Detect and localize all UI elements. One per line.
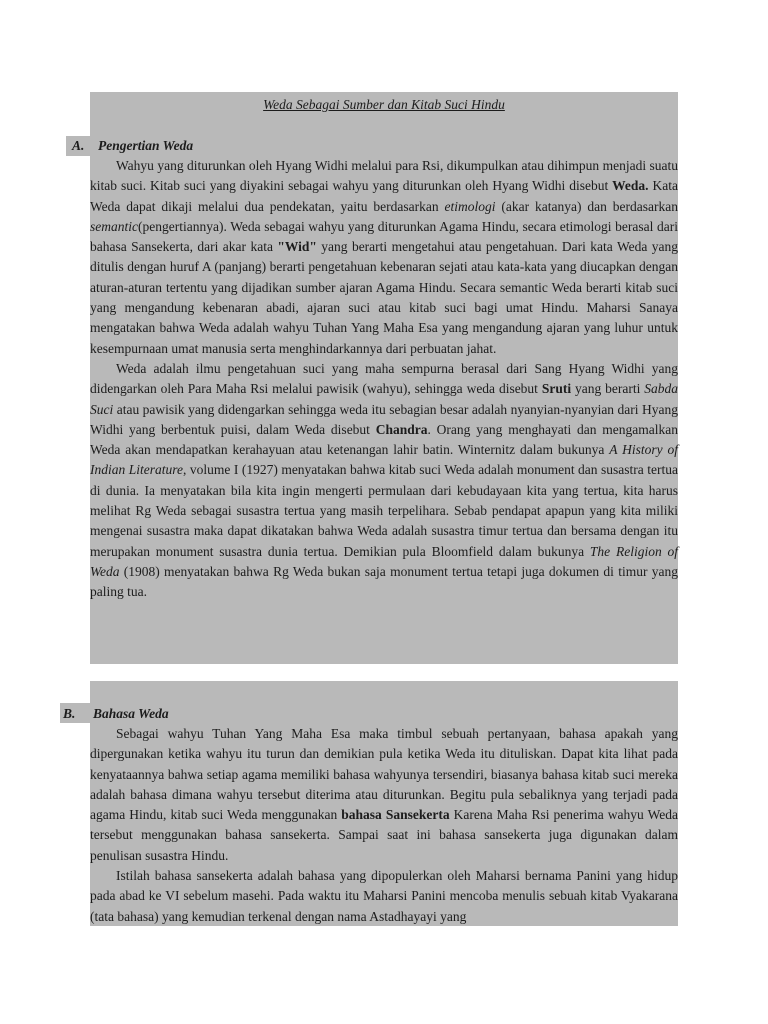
paragraph (90, 359, 678, 603)
text-run: Weda adalah ilmu pengetahuan suci yang maha sempurna berasal dari Sang Hyang Widhi yang didengarkan oleh Para Maha Rsi melalui pawisik (wahyu), sehingga weda disebut (90, 360, 678, 397)
section-b-heading (63, 705, 169, 723)
section-a-letter: A. (72, 138, 85, 153)
text-run: yang berarti (571, 381, 645, 397)
italic-text: semantic (90, 218, 138, 234)
text-run: Kata Weda dapat dikaji melalui dua pendekatan, yaitu berdasarkan (90, 178, 679, 214)
paragraph (90, 156, 678, 359)
text-run: Istilah bahasa sansekerta adalah bahasa yang dipopulerkan oleh Maharsi bernama Panini yang hidup pada abad ke VI sebelum masehi. Pada waktu itu Maharsi Panini mencoba menulis sebuah kitab Vyakarana (tata bahasa) yang kemudian terkenal dengan nama Astadhayayi yang (90, 868, 678, 924)
bold-text: Sruti (541, 381, 572, 397)
bold-text: bahasa Sansekerta (341, 807, 450, 823)
section-a-title: Pengertian Weda (98, 138, 194, 153)
section-a-heading (72, 137, 193, 155)
text-run: yang berarti mengetahui atau pengetahuan. Dari kata Weda yang ditulis dengan huruf A (panjang) berarti pengetahuan kebenaran sejati atau kata-kata yang diucapkan dengan aturan-aturan tertentu yang dijadikan sumber ajaran Agama Hindu. Secara semantic Weda berarti kitab suci yang mengandung kebenaran abadi, ajaran suci atau kitab suci bagi umat Hindu. Maharsi Sanaya mengatakan bahwa Weda adalah wahyu Tuhan Yang Maha Esa yang mengandung ajaran yang luhur untuk kesempurnaan umat manusia serta menghindarkannya dari perbuatan jahat. (90, 239, 678, 356)
text-run: Wahyu yang diturunkan oleh Hyang Widhi melalui para Rsi, dikumpulkan atau dihimpun menjadi suatu kitab suci. Kitab suci yang diyakini sebagai wahyu yang diturunkan oleh Hyang Widhi disebut (90, 158, 678, 194)
bold-text: Weda. (612, 178, 649, 194)
page-title: Weda Sebagai Sumber dan Kitab Suci Hindu (263, 97, 505, 112)
text-run: , volume I (1927) menyatakan bahwa kitab suci Weda adalah monument dan susastra tertua di dunia. Ia menyatakan bila kita ingin mengerti permulaan dari kebudayaan kita yang tertua, kita harus melihat Rg Weda sebagai susastra tertua yang masih terpelihara. Sebab pendapat apapun yang kita miliki mengenai susastra maka dapat dikatakan bahwa Weda adalah susastra timur tertua dan bersama dengan itu merupakan monument susastra dunia tertua. Demikian pula Bloomfield dalam bukunya (90, 462, 679, 559)
paragraph (90, 724, 678, 866)
section-b-body (90, 724, 678, 927)
italic-text: etimologi (444, 198, 496, 214)
text-run: (1908) menyatakan bahwa Rg Weda bukan saja monument tertua tetapi juga dokumen di timur yang paling tua. (90, 563, 678, 600)
section-b-title: Bahasa Weda (93, 706, 169, 721)
paragraph (90, 866, 678, 927)
italic-text: A History of Indian Literature (90, 442, 678, 478)
section-a-body (90, 156, 678, 603)
text-run: Sebagai wahyu Tuhan Yang Maha Esa maka timbul sebuah pertanyaan, bahasa apakah yang dipergunakan ketika wahyu itu turun dan demikian pula ketika Weda itu dituliskan. Dapat kita lihat pada kenyataannya bahwa setiap agama memiliki bahasa wahyunya tersendiri, biasanya bahasa kitab suci mereka adalah bahasa dimana wahyu tersebut diterima atau diturunkan. Begitu pula sebaliknya yang terjadi pada agama Hindu, kitab suci Weda menggunakan (90, 726, 678, 823)
italic-text: The Religion of Weda (90, 543, 678, 579)
text-run: (akar katanya) dan berdasarkan (495, 198, 678, 214)
bold-text: "Wid" (277, 239, 317, 255)
text-run: . Orang yang menghayati dan mengamalkan Weda akan mendapatkan kerahayuan atau ketenangan lahir batin. Winternitz dalam bukunya (90, 421, 678, 458)
text-run: Karena Maha Rsi penerima wahyu Weda tersebut menggunakan bahasa sansekerta. Sampai saat ini bahasa sansekerta juga digunakan dalam penulisan susastra Hindu. (90, 807, 678, 863)
italic-text: Sabda Suci (90, 381, 679, 417)
text-run: (pengertiannya). Weda sebagai wahyu yang diturunkan Agama Hindu, secara etimologi berasal dari bahasa Sansekerta, dari akar kata (90, 218, 678, 255)
section-b-letter: B. (63, 706, 76, 721)
text-run: atau pawisik yang didengarkan sehingga weda itu sebagian besar adalah nyanyian-nyanyian dari Hyang Widhi yang berbentuk puisi, dalam Weda disebut (90, 401, 678, 437)
bold-text: Chandra (375, 421, 428, 437)
